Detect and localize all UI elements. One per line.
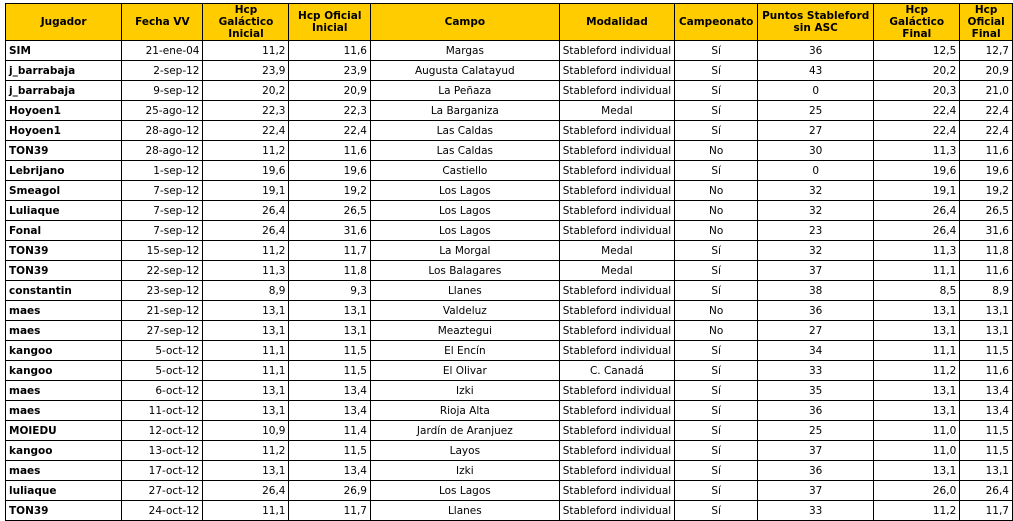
table-row	[6, 261, 1013, 281]
cell-hcp-galactico-inicial: 13,1	[203, 381, 289, 401]
cell-puntos-stableford: 38	[758, 281, 874, 301]
table-header	[6, 4, 1013, 41]
cell-fecha-vv: 15-sep-12	[122, 241, 203, 261]
cell-modalidad: Medal	[559, 241, 674, 261]
cell-campo: Margas	[370, 41, 559, 61]
cell-puntos-stableford: 35	[758, 381, 874, 401]
cell-fecha-vv: 7-sep-12	[122, 181, 203, 201]
table-row	[6, 101, 1013, 121]
cell-jugador: Fonal	[6, 221, 122, 241]
cell-jugador: maes	[6, 301, 122, 321]
cell-campeonato: Sí	[675, 81, 758, 101]
cell-hcp-oficial-final: 20,9	[960, 61, 1013, 81]
cell-hcp-galactico-inicial: 11,2	[203, 441, 289, 461]
cell-fecha-vv: 27-sep-12	[122, 321, 203, 341]
cell-hcp-galactico-final: 19,6	[874, 161, 960, 181]
table-row	[6, 181, 1013, 201]
cell-hcp-galactico-inicial: 26,4	[203, 221, 289, 241]
cell-campo: Los Balagares	[370, 261, 559, 281]
cell-campo: Valdeluz	[370, 301, 559, 321]
cell-puntos-stableford: 27	[758, 121, 874, 141]
cell-hcp-galactico-final: 13,1	[874, 381, 960, 401]
cell-campo: Las Caldas	[370, 121, 559, 141]
table-body	[6, 41, 1013, 521]
cell-hcp-oficial-final: 8,9	[960, 281, 1013, 301]
cell-hcp-oficial-final: 26,5	[960, 201, 1013, 221]
cell-jugador: TON39	[6, 261, 122, 281]
table-row	[6, 301, 1013, 321]
cell-hcp-galactico-inicial: 22,4	[203, 121, 289, 141]
cell-jugador: maes	[6, 461, 122, 481]
table-row	[6, 221, 1013, 241]
cell-fecha-vv: 21-sep-12	[122, 301, 203, 321]
cell-jugador: Lebrijano	[6, 161, 122, 181]
cell-modalidad: Stableford individual	[559, 141, 674, 161]
table-row	[6, 381, 1013, 401]
cell-campeonato: Sí	[675, 61, 758, 81]
cell-campo: Los Lagos	[370, 481, 559, 501]
cell-hcp-oficial-final: 11,5	[960, 421, 1013, 441]
cell-hcp-galactico-inicial: 10,9	[203, 421, 289, 441]
cell-jugador: SIM	[6, 41, 122, 61]
table-row	[6, 501, 1013, 521]
cell-campeonato: No	[675, 321, 758, 341]
cell-hcp-galactico-final: 13,1	[874, 461, 960, 481]
cell-modalidad: Stableford individual	[559, 181, 674, 201]
cell-campeonato: Sí	[675, 441, 758, 461]
cell-hcp-oficial-inicial: 11,7	[289, 241, 371, 261]
cell-campo: Los Lagos	[370, 181, 559, 201]
cell-fecha-vv: 23-sep-12	[122, 281, 203, 301]
cell-hcp-oficial-inicial: 13,4	[289, 381, 371, 401]
cell-modalidad: Stableford individual	[559, 381, 674, 401]
cell-hcp-oficial-final: 13,4	[960, 401, 1013, 421]
cell-hcp-oficial-final: 11,8	[960, 241, 1013, 261]
cell-hcp-oficial-inicial: 11,6	[289, 41, 371, 61]
cell-hcp-oficial-final: 21,0	[960, 81, 1013, 101]
cell-modalidad: Medal	[559, 261, 674, 281]
cell-modalidad: Stableford individual	[559, 81, 674, 101]
cell-hcp-galactico-final: 22,4	[874, 101, 960, 121]
column-header-modalidad: Modalidad	[559, 4, 674, 41]
cell-fecha-vv: 5-oct-12	[122, 361, 203, 381]
cell-campo: Llanes	[370, 281, 559, 301]
cell-hcp-oficial-inicial: 20,9	[289, 81, 371, 101]
cell-hcp-galactico-inicial: 11,2	[203, 141, 289, 161]
cell-jugador: TON39	[6, 241, 122, 261]
cell-modalidad: Stableford individual	[559, 41, 674, 61]
cell-hcp-oficial-final: 11,5	[960, 341, 1013, 361]
cell-hcp-galactico-inicial: 19,6	[203, 161, 289, 181]
cell-campeonato: Sí	[675, 101, 758, 121]
table-row	[6, 81, 1013, 101]
cell-campeonato: Sí	[675, 461, 758, 481]
cell-hcp-oficial-final: 13,1	[960, 301, 1013, 321]
cell-fecha-vv: 2-sep-12	[122, 61, 203, 81]
cell-fecha-vv: 17-oct-12	[122, 461, 203, 481]
cell-hcp-galactico-inicial: 23,9	[203, 61, 289, 81]
cell-hcp-galactico-final: 11,2	[874, 361, 960, 381]
cell-hcp-galactico-final: 11,1	[874, 341, 960, 361]
cell-jugador: kangoo	[6, 341, 122, 361]
cell-hcp-oficial-final: 11,5	[960, 441, 1013, 461]
cell-modalidad: C. Canadá	[559, 361, 674, 381]
table-row	[6, 141, 1013, 161]
cell-jugador: maes	[6, 401, 122, 421]
column-header-hcp-galactico-inicial: Hcp Galáctico Inicial	[203, 4, 289, 41]
cell-campo: Los Lagos	[370, 221, 559, 241]
cell-jugador: maes	[6, 381, 122, 401]
cell-campeonato: Sí	[675, 341, 758, 361]
cell-hcp-galactico-inicial: 20,2	[203, 81, 289, 101]
cell-puntos-stableford: 34	[758, 341, 874, 361]
cell-hcp-galactico-final: 20,3	[874, 81, 960, 101]
cell-campeonato: No	[675, 301, 758, 321]
column-header-fecha-vv: Fecha VV	[122, 4, 203, 41]
cell-hcp-galactico-inicial: 11,2	[203, 41, 289, 61]
cell-hcp-galactico-final: 19,1	[874, 181, 960, 201]
cell-modalidad: Stableford individual	[559, 321, 674, 341]
column-header-jugador: Jugador	[6, 4, 122, 41]
table-row	[6, 161, 1013, 181]
table-row	[6, 41, 1013, 61]
table-row	[6, 401, 1013, 421]
cell-campeonato: No	[675, 181, 758, 201]
cell-fecha-vv: 6-oct-12	[122, 381, 203, 401]
cell-fecha-vv: 21-ene-04	[122, 41, 203, 61]
cell-campo: Las Caldas	[370, 141, 559, 161]
table-row	[6, 341, 1013, 361]
cell-hcp-oficial-final: 31,6	[960, 221, 1013, 241]
cell-jugador: kangoo	[6, 361, 122, 381]
table-row	[6, 421, 1013, 441]
cell-hcp-oficial-inicial: 11,7	[289, 501, 371, 521]
cell-hcp-galactico-final: 11,1	[874, 261, 960, 281]
cell-puntos-stableford: 36	[758, 461, 874, 481]
cell-puntos-stableford: 37	[758, 481, 874, 501]
cell-fecha-vv: 9-sep-12	[122, 81, 203, 101]
cell-campo: Llanes	[370, 501, 559, 521]
cell-campeonato: No	[675, 141, 758, 161]
cell-hcp-galactico-inicial: 8,9	[203, 281, 289, 301]
cell-campo: La Peñaza	[370, 81, 559, 101]
cell-puntos-stableford: 25	[758, 421, 874, 441]
cell-hcp-oficial-final: 11,6	[960, 261, 1013, 281]
cell-campeonato: Sí	[675, 41, 758, 61]
cell-hcp-oficial-inicial: 11,6	[289, 141, 371, 161]
cell-fecha-vv: 27-oct-12	[122, 481, 203, 501]
cell-campeonato: Sí	[675, 121, 758, 141]
cell-fecha-vv: 12-oct-12	[122, 421, 203, 441]
cell-hcp-galactico-inicial: 19,1	[203, 181, 289, 201]
table-row	[6, 481, 1013, 501]
cell-puntos-stableford: 27	[758, 321, 874, 341]
cell-hcp-galactico-final: 11,3	[874, 241, 960, 261]
cell-campo: El Encín	[370, 341, 559, 361]
cell-hcp-oficial-inicial: 22,3	[289, 101, 371, 121]
cell-hcp-oficial-inicial: 26,9	[289, 481, 371, 501]
column-header-campeonato: Campeonato	[675, 4, 758, 41]
table-row	[6, 121, 1013, 141]
cell-jugador: TON39	[6, 141, 122, 161]
table-row	[6, 61, 1013, 81]
cell-hcp-oficial-inicial: 19,2	[289, 181, 371, 201]
column-header-puntos-stableford: Puntos Stableford sin ASC	[758, 4, 874, 41]
cell-hcp-galactico-inicial: 11,1	[203, 501, 289, 521]
cell-fecha-vv: 5-oct-12	[122, 341, 203, 361]
cell-hcp-galactico-inicial: 26,4	[203, 201, 289, 221]
cell-hcp-oficial-inicial: 19,6	[289, 161, 371, 181]
cell-hcp-galactico-final: 26,4	[874, 201, 960, 221]
cell-campo: Izki	[370, 461, 559, 481]
cell-hcp-galactico-inicial: 13,1	[203, 461, 289, 481]
cell-puntos-stableford: 43	[758, 61, 874, 81]
cell-hcp-oficial-final: 11,6	[960, 141, 1013, 161]
cell-hcp-galactico-final: 11,3	[874, 141, 960, 161]
cell-modalidad: Stableford individual	[559, 301, 674, 321]
cell-campo: Layos	[370, 441, 559, 461]
cell-jugador: Hoyoen1	[6, 101, 122, 121]
cell-hcp-oficial-inicial: 11,5	[289, 341, 371, 361]
cell-hcp-galactico-final: 26,0	[874, 481, 960, 501]
cell-jugador: MOIEDU	[6, 421, 122, 441]
cell-hcp-oficial-inicial: 11,5	[289, 361, 371, 381]
cell-fecha-vv: 22-sep-12	[122, 261, 203, 281]
cell-jugador: Luliaque	[6, 201, 122, 221]
cell-hcp-galactico-final: 12,5	[874, 41, 960, 61]
cell-puntos-stableford: 36	[758, 41, 874, 61]
cell-jugador: TON39	[6, 501, 122, 521]
cell-jugador: j_barrabaja	[6, 81, 122, 101]
cell-campo: Castiello	[370, 161, 559, 181]
cell-hcp-galactico-inicial: 13,1	[203, 301, 289, 321]
cell-fecha-vv: 7-sep-12	[122, 201, 203, 221]
cell-campeonato: Sí	[675, 361, 758, 381]
cell-campeonato: No	[675, 221, 758, 241]
cell-campo: Jardín de Aranjuez	[370, 421, 559, 441]
cell-hcp-oficial-final: 13,1	[960, 461, 1013, 481]
cell-campo: La Morgal	[370, 241, 559, 261]
cell-hcp-galactico-inicial: 13,1	[203, 321, 289, 341]
column-header-hcp-oficial-inicial: Hcp Oficial Inicial	[289, 4, 371, 41]
cell-hcp-galactico-final: 13,1	[874, 301, 960, 321]
cell-puntos-stableford: 23	[758, 221, 874, 241]
cell-hcp-galactico-inicial: 22,3	[203, 101, 289, 121]
cell-hcp-galactico-inicial: 13,1	[203, 401, 289, 421]
cell-puntos-stableford: 33	[758, 361, 874, 381]
cell-campeonato: Sí	[675, 421, 758, 441]
table-row	[6, 241, 1013, 261]
table-row	[6, 361, 1013, 381]
cell-campo: Rioja Alta	[370, 401, 559, 421]
column-header-campo: Campo	[370, 4, 559, 41]
cell-puntos-stableford: 36	[758, 301, 874, 321]
cell-puntos-stableford: 32	[758, 181, 874, 201]
cell-hcp-oficial-inicial: 9,3	[289, 281, 371, 301]
cell-campo: Los Lagos	[370, 201, 559, 221]
cell-hcp-galactico-inicial: 11,2	[203, 241, 289, 261]
cell-hcp-galactico-inicial: 11,1	[203, 361, 289, 381]
table-row	[6, 461, 1013, 481]
cell-modalidad: Stableford individual	[559, 401, 674, 421]
cell-hcp-oficial-inicial: 13,1	[289, 321, 371, 341]
cell-hcp-galactico-inicial: 11,1	[203, 341, 289, 361]
cell-modalidad: Stableford individual	[559, 481, 674, 501]
cell-campeonato: Sí	[675, 401, 758, 421]
cell-campeonato: Sí	[675, 481, 758, 501]
cell-modalidad: Stableford individual	[559, 281, 674, 301]
cell-fecha-vv: 24-oct-12	[122, 501, 203, 521]
column-header-hcp-oficial-final: Hcp Oficial Final	[960, 4, 1013, 41]
cell-campeonato: Sí	[675, 261, 758, 281]
cell-jugador: kangoo	[6, 441, 122, 461]
cell-hcp-oficial-final: 22,4	[960, 101, 1013, 121]
cell-modalidad: Stableford individual	[559, 461, 674, 481]
cell-puntos-stableford: 36	[758, 401, 874, 421]
table-row	[6, 201, 1013, 221]
cell-hcp-oficial-final: 19,6	[960, 161, 1013, 181]
cell-campeonato: Sí	[675, 241, 758, 261]
cell-modalidad: Stableford individual	[559, 201, 674, 221]
cell-hcp-oficial-inicial: 13,4	[289, 401, 371, 421]
cell-hcp-oficial-final: 19,2	[960, 181, 1013, 201]
cell-puntos-stableford: 37	[758, 441, 874, 461]
cell-fecha-vv: 11-oct-12	[122, 401, 203, 421]
cell-modalidad: Stableford individual	[559, 501, 674, 521]
cell-fecha-vv: 7-sep-12	[122, 221, 203, 241]
cell-hcp-galactico-final: 13,1	[874, 321, 960, 341]
cell-hcp-oficial-inicial: 22,4	[289, 121, 371, 141]
cell-campeonato: No	[675, 201, 758, 221]
cell-modalidad: Stableford individual	[559, 221, 674, 241]
cell-jugador: constantin	[6, 281, 122, 301]
cell-hcp-oficial-inicial: 13,4	[289, 461, 371, 481]
cell-jugador: j_barrabaja	[6, 61, 122, 81]
cell-hcp-galactico-inicial: 11,3	[203, 261, 289, 281]
cell-puntos-stableford: 25	[758, 101, 874, 121]
cell-hcp-oficial-inicial: 11,8	[289, 261, 371, 281]
cell-hcp-galactico-final: 11,0	[874, 441, 960, 461]
cell-puntos-stableford: 0	[758, 161, 874, 181]
cell-hcp-oficial-inicial: 11,4	[289, 421, 371, 441]
cell-fecha-vv: 25-ago-12	[122, 101, 203, 121]
cell-puntos-stableford: 32	[758, 241, 874, 261]
cell-hcp-oficial-final: 13,1	[960, 321, 1013, 341]
cell-fecha-vv: 28-ago-12	[122, 141, 203, 161]
cell-campo: El Olivar	[370, 361, 559, 381]
cell-modalidad: Medal	[559, 101, 674, 121]
cell-hcp-oficial-inicial: 31,6	[289, 221, 371, 241]
cell-hcp-oficial-final: 26,4	[960, 481, 1013, 501]
cell-modalidad: Stableford individual	[559, 441, 674, 461]
cell-jugador: luliaque	[6, 481, 122, 501]
cell-hcp-oficial-inicial: 11,5	[289, 441, 371, 461]
cell-campeonato: Sí	[675, 281, 758, 301]
cell-hcp-oficial-final: 13,4	[960, 381, 1013, 401]
cell-hcp-oficial-final: 11,7	[960, 501, 1013, 521]
table-row	[6, 441, 1013, 461]
cell-modalidad: Stableford individual	[559, 341, 674, 361]
cell-hcp-oficial-inicial: 13,1	[289, 301, 371, 321]
cell-jugador: maes	[6, 321, 122, 341]
cell-modalidad: Stableford individual	[559, 421, 674, 441]
cell-modalidad: Stableford individual	[559, 121, 674, 141]
table-row	[6, 281, 1013, 301]
cell-fecha-vv: 28-ago-12	[122, 121, 203, 141]
cell-modalidad: Stableford individual	[559, 61, 674, 81]
cell-puntos-stableford: 0	[758, 81, 874, 101]
cell-fecha-vv: 1-sep-12	[122, 161, 203, 181]
cell-hcp-oficial-inicial: 26,5	[289, 201, 371, 221]
column-header-hcp-galactico-final: Hcp Galáctico Final	[874, 4, 960, 41]
cell-hcp-galactico-final: 26,4	[874, 221, 960, 241]
cell-hcp-galactico-final: 11,2	[874, 501, 960, 521]
handicap-table-container	[5, 3, 1013, 521]
cell-jugador: Smeagol	[6, 181, 122, 201]
cell-puntos-stableford: 37	[758, 261, 874, 281]
cell-campeonato: Sí	[675, 381, 758, 401]
cell-hcp-oficial-inicial: 23,9	[289, 61, 371, 81]
cell-hcp-oficial-final: 22,4	[960, 121, 1013, 141]
cell-campeonato: Sí	[675, 161, 758, 181]
cell-puntos-stableford: 33	[758, 501, 874, 521]
table-row	[6, 321, 1013, 341]
cell-hcp-oficial-final: 11,6	[960, 361, 1013, 381]
cell-campo: Izki	[370, 381, 559, 401]
cell-campeonato: Sí	[675, 501, 758, 521]
cell-campo: Meaztegui	[370, 321, 559, 341]
cell-campo: Augusta Calatayud	[370, 61, 559, 81]
cell-hcp-galactico-final: 20,2	[874, 61, 960, 81]
handicap-table	[5, 3, 1013, 521]
cell-fecha-vv: 13-oct-12	[122, 441, 203, 461]
cell-hcp-oficial-final: 12,7	[960, 41, 1013, 61]
cell-modalidad: Stableford individual	[559, 161, 674, 181]
cell-hcp-galactico-final: 13,1	[874, 401, 960, 421]
cell-jugador: Hoyoen1	[6, 121, 122, 141]
cell-puntos-stableford: 32	[758, 201, 874, 221]
cell-campo: La Barganiza	[370, 101, 559, 121]
header-row	[6, 4, 1013, 41]
cell-hcp-galactico-final: 22,4	[874, 121, 960, 141]
cell-hcp-galactico-final: 11,0	[874, 421, 960, 441]
cell-hcp-galactico-final: 8,5	[874, 281, 960, 301]
cell-hcp-galactico-inicial: 26,4	[203, 481, 289, 501]
cell-puntos-stableford: 30	[758, 141, 874, 161]
